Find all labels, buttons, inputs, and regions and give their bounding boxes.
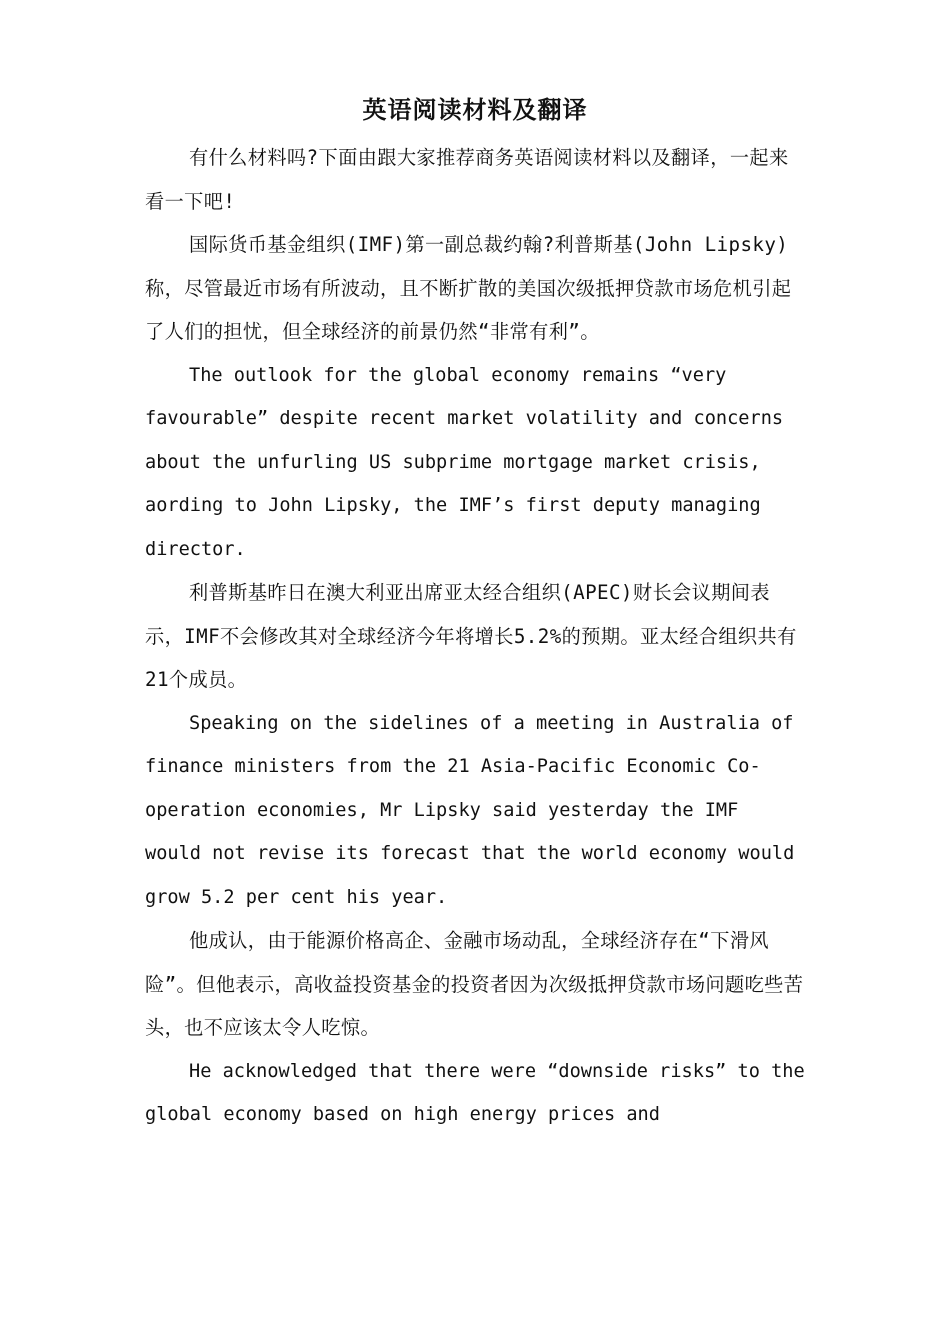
english-paragraph-outlook: The outlook for the global economy remains “very favourable” despite recent market volatility and concerns about the unfurling US subprime mortgage market crisis, aording to John Lipsky, the IMF’s first deputy managing director. bbox=[145, 364, 784, 560]
chinese-paragraph-risks: 他成认，由于能源价格高企、金融市场动乱，全球经济存在“下滑风险”。但他表示，高收益投资基金的投资者因为次级抵押贷款市场问题吃些苦头，也不应该太令人吃惊。 bbox=[145, 929, 804, 1039]
chinese-paragraph-outlook: 国际货币基金组织(IMF)第一副总裁约翰?利普斯基(John Lipsky)称，尽管最近市场有所波动，且不断扩散的美国次级抵押贷款市场危机引起了人们的担忧，但全球经济的前景仍然“非常有利”。 bbox=[145, 233, 792, 343]
intro-paragraph: 有什么材料吗?下面由跟大家推荐商务英语阅读材料以及翻译，一起来看一下吧! bbox=[145, 146, 789, 213]
english-paragraph-risks: He acknowledged that there were “downside risks” to the global economy based on high energy prices and bbox=[145, 1060, 805, 1125]
chinese-paragraph-forecast: 利普斯基昨日在澳大利亚出席亚太经合组织(APEC)财长会议期间表示，IMF不会修改其对全球经济今年将增长5.2%的预期。亚太经合组织共有21个成员。 bbox=[145, 581, 797, 691]
english-paragraph-forecast: Speaking on the sidelines of a meeting in Australia of finance ministers from the 21 Asia-Pacific Economic Co-operation economies, Mr Lipsky said yesterday the IMF would not revise its forecast that the world economy would grow 5.2 per cent his year. bbox=[145, 712, 795, 908]
document-title: 英语阅读材料及翻译 bbox=[362, 95, 588, 124]
document-body bbox=[145, 88, 805, 1137]
